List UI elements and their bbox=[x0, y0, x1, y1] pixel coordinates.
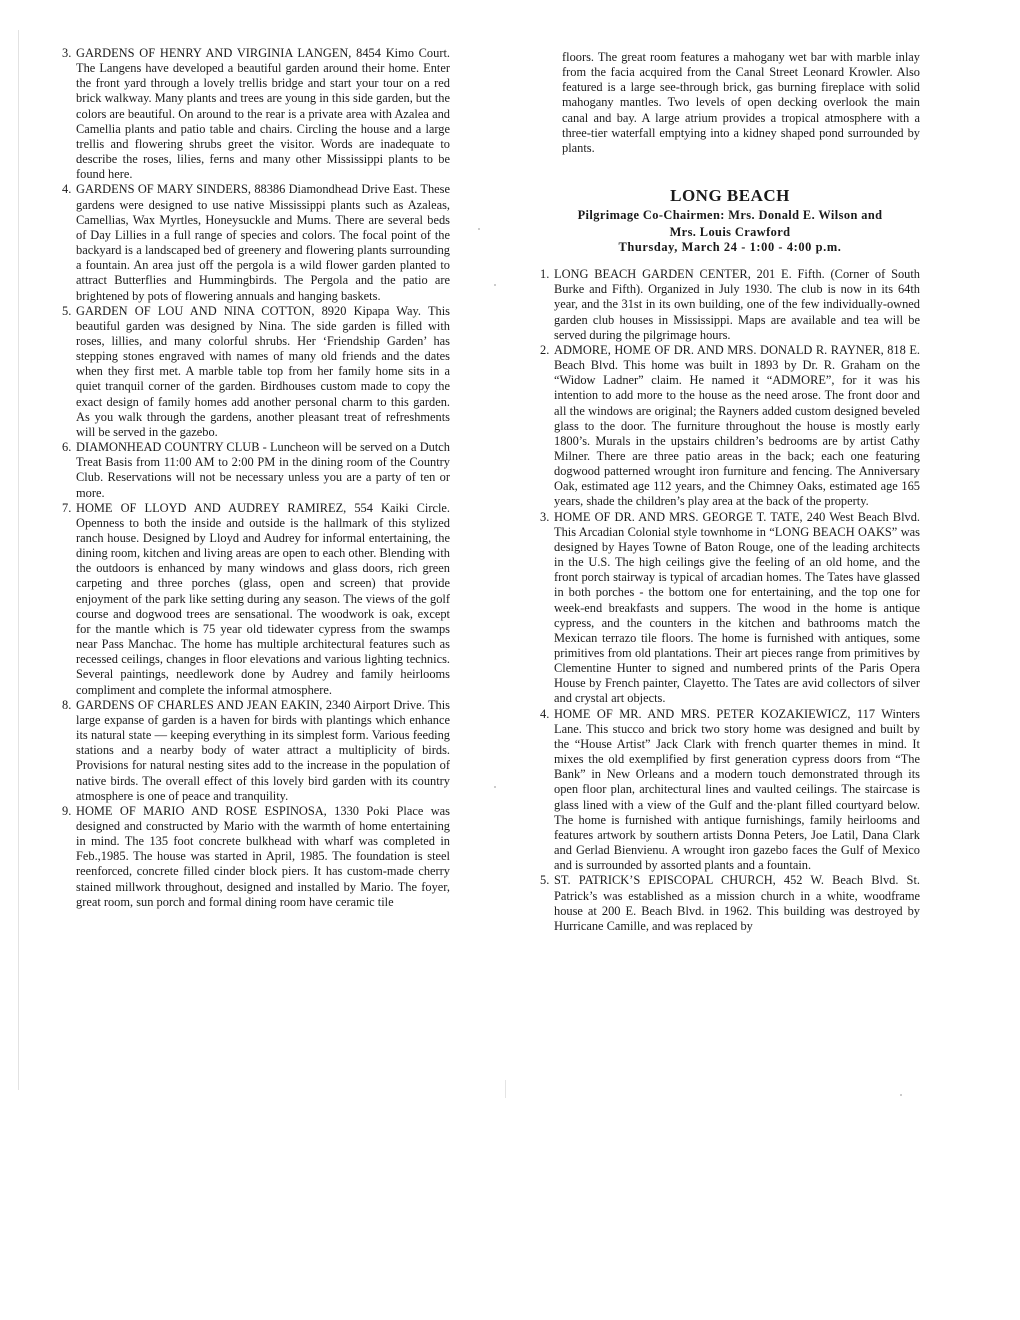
section-chairs-line-2: Mrs. Louis Crawford bbox=[669, 225, 791, 240]
entry-number: 4. bbox=[540, 706, 550, 721]
entry-langen-gardens bbox=[62, 46, 450, 182]
entry-number: 7. bbox=[62, 500, 72, 515]
entry-text: GARDENS OF HENRY AND VIRGINIA LANGEN, 8454 Kimo Court. The Langens have developed a beautiful garden around their home. Enter the front yard through a lovely trellis bridge and start your tour on a red brick walkway. Many plants and trees are young in this side garden, but the colors are beautiful. On around to the rear is a private area with Azalea and Camellia plants and patio table and chairs. Circling the house and a large trellis and flowering shrubs greet the visitor. Words are inadequate to describe the roses, lilies, ferns and many other Mississippi plants to be found here. bbox=[76, 46, 450, 182]
entry-text: GARDEN OF LOU AND NINA COTTON, 8920 Kipapa Way. This beautiful garden was designed by Nina. The side garden is filled with roses, lillies, and many colorful shrubs. Her ‘Friendship Garden’ has stepping stones engraved with names of many old friends and the dates when they first met. A marble table top from her family home sits in a quiet tranquil corner of the garden. Birdhouses custom made to copy the exact design of family homes add another personal charm to this garden. As you walk through the gardens, another pleasant treat of refreshments will be served in the gazebo. bbox=[76, 303, 450, 439]
entry-text: ST. PATRICK’S EPISCOPAL CHURCH, 452 W. Beach Blvd. St. Patrick’s was established as a mission church in a white, woodframe house at 200 E. Beach Blvd. in 1962. This building was destroyed by Hurricane Camille, and was replaced by bbox=[554, 873, 920, 933]
entry-cotton-garden bbox=[62, 304, 450, 440]
entry-kozakiewicz-home bbox=[540, 707, 920, 874]
entry-number: 5. bbox=[62, 303, 72, 318]
entry-text: HOME OF LLOYD AND AUDREY RAMIREZ, 554 Kaiki Circle. Openness to both the inside and outside is the hallmark of this stylized ranch house. Designed by Lloyd and Audrey for informal entertaining, the dining room, kitchen and living areas are open to each other. Blending with the outdoors is enhanced by many windows and glass doors, rich green carpeting and three porches (glass, open and screen) that provide enjoyment of the park like setting during any season. The views of the golf course and dogwood trees are sensational. The woodwork is oak, except for the mantle which is 75 year old tidewater cypress from the swamps near Pass Manchac. The home has multiple architectural features such as recessed ceilings, changes in floor elevations and various lighting technics. Several paintings, needlework done by Audrey and family heirlooms compliment and complete the informal atmosphere. bbox=[76, 500, 450, 697]
entry-tate-home bbox=[540, 510, 920, 707]
section-title: LONG BEACH bbox=[670, 186, 790, 206]
long-beach-entries bbox=[540, 267, 920, 934]
entry-text: HOME OF DR. AND MRS. GEORGE T. TATE, 240 West Beach Blvd. This Arcadian Colonial style townhome in “LONG BEACH OAKS” was designed by Hayes Towne of Baton Rouge, one of the leading architects in the U.S. The high ceilings give the feeling of an old home, and the front porch stairway is typical of arcadian homes. The Tates have glassed in both porches - the bottom one for entertaining, and the top one for week-end breakfasts and suppers. The wood in the home is antique cypress, and the counters in the kitchen and bathrooms match the Mexican terrazo tile floors. The home is furnished with antiques, some primitives from old plantations. Their art pieces range from primitives by Clementine Hunter to signed and numbered prints of the Paris Opera House by French painter, Clayetto. The Tates are avid collectors of silver and crystal art objects. bbox=[554, 509, 920, 706]
entry-text: GARDENS OF MARY SINDERS, 88386 Diamondhead Drive East. These gardens were designed to use native Mississippi plants such as Azaleas, Camellias, Wax Myrtles, Honeysuckle and Mums. There are several beds of Day Lillies in a full range of species and colors. The focal point of the backyard is a landscaped bed of greenery and flowering plants surrounding a fountain. An area just off the pergola is a wild flower garden planted to attract Butterflies and Hummingbirds. The Pergola and the patio are brightened by pots of flowering annuals and hanging baskets. bbox=[76, 182, 450, 303]
scan-speck bbox=[478, 228, 480, 230]
entry-eakin-gardens bbox=[62, 698, 450, 804]
entry-number: 9. bbox=[62, 803, 72, 818]
scan-fold-mark bbox=[505, 1080, 506, 1098]
right-column bbox=[540, 50, 920, 934]
scan-speck bbox=[494, 786, 496, 788]
scan-speck bbox=[494, 284, 496, 286]
entry-text: DIAMONHEAD COUNTRY CLUB - Luncheon will be served on a Dutch Treat Basis from 11:00 AM to 2:00 PM in the dining room of the Country Club. Reservations will not be necessary unless you are a party of ten or more. bbox=[76, 440, 450, 500]
entry-admore-home bbox=[540, 343, 920, 510]
entry-number: 6. bbox=[62, 440, 72, 455]
entry-sinders-gardens bbox=[62, 182, 450, 303]
entry-text: HOME OF MARIO AND ROSE ESPINOSA, 1330 Poki Place was designed and constructed by Mario with the warmth of home entertaining in mind. The 135 foot concrete bulkhead with wharf was completed in Feb.,1985. The house was started in April, 1985. The foundation is steel reenforced, concrete filled cinder block piers. It has custom-made cherry stained millwork throughout, designed and installed by Mario. The foyer, great room, sun porch and formal dining room have ceramic tile bbox=[76, 803, 450, 909]
entry-text: GARDENS OF CHARLES AND JEAN EAKIN, 2340 Airport Drive. This large expanse of garden is a haven for birds with plantings which enhance its natural state — keeping everything in its simplest form. Various feeding stations and a nearby body of water attract a multiplicity of birds. Provisions for natural nesting sites add to the increase in the population of native birds. The overall effect of this lovely bird garden with its country atmosphere is one of peace and tranquility. bbox=[76, 697, 450, 803]
entry-espinosa-home bbox=[62, 804, 450, 910]
entry-text: LONG BEACH GARDEN CENTER, 201 E. Fifth. (Corner of South Burke and Fifth). Organized in July 1930. The club is now in its 64th year, and the 31st in its own building, one of the few individually-owned garden club houses in Mississippi. Maps are available and tea will be served during the pilgrimage hours. bbox=[554, 267, 920, 342]
entry-number: 2. bbox=[540, 342, 550, 357]
long-beach-section-header bbox=[540, 186, 920, 255]
section-chairs-line-1: Pilgrimage Co-Chairmen: Mrs. Donald E. Wilson and bbox=[577, 208, 883, 223]
section-date: Thursday, March 24 - 1:00 - 4:00 p.m. bbox=[618, 240, 842, 255]
entry-number: 1. bbox=[540, 267, 550, 282]
entry-number: 3. bbox=[540, 509, 550, 524]
entry-ramirez-home bbox=[62, 501, 450, 698]
entry-number: 5. bbox=[540, 873, 550, 888]
entry-st-patricks-church bbox=[540, 873, 920, 934]
espinosa-continuation: floors. The great room features a mahogany wet bar with marble inlay from the facia acquired from the Canal Street Leonard Krowler. Also featured is a large see-through brick, gas burning fireplace with solid mahogany mantles. Two levels of open decking overlook the main canal and bay. A large atrium provides a tropical atmosphere with a three-tier waterfall emptying into a kidney shaped pond surrounded by plants. bbox=[562, 50, 920, 155]
entry-text: ADMORE, HOME OF DR. AND MRS. DONALD R. RAYNER, 818 E. Beach Blvd. This home was built in 1893 by Dr. R. Graham on the “Widow Ladner” claim. He named it “ADMORE”, for it was his intention to add more to the house as the need arose. The front door and all the windows are original; the Rayners added custom designed beveled glass to the door. The furniture throughout the house is mostly early 1800’s. Murals in the upstairs children’s bedrooms are by artist Cathy Milner. There are three patio areas in the back; each one featuring dogwood patterned wrought iron furniture and fencing. The Anniversary Oak, estimated age 112 years, and the Chimney Oaks, estimated age 165 years, shade the children’s play area at the back of the property. bbox=[554, 342, 920, 509]
entry-country-club bbox=[62, 440, 450, 501]
entry-text: HOME OF MR. AND MRS. PETER KOZAKIEWICZ, 117 Winters Lane. This stucco and brick two story home was designed and built by the “House Artist” Jack Clark with french quarter themes in mind. It mixes the old exemplified by first generation cypress doors from “The Bank” in New Orleans and a modern touch demonstrated through its open floor plan, architectural lines and vaulted ceilings. The staircase is glass lined with a view of the Gulf and the·plant filled courtyard below. The home is furnished with antique furnishings, family heirlooms and features artwork by southern artists Donna Peters, Joe Latil, Dana Clark and Gerlad Bienvienu. A wrought iron gazebo faces the Gulf of Mexico and is surrounded by assorted plants and a fountain. bbox=[554, 706, 920, 873]
scan-speck bbox=[900, 1094, 902, 1096]
entry-garden-center bbox=[540, 267, 920, 343]
entry-number: 3. bbox=[62, 46, 72, 60]
scan-edge-line bbox=[18, 30, 19, 1090]
entry-number: 8. bbox=[62, 697, 72, 712]
entry-number: 4. bbox=[62, 182, 72, 197]
left-column bbox=[62, 46, 450, 910]
